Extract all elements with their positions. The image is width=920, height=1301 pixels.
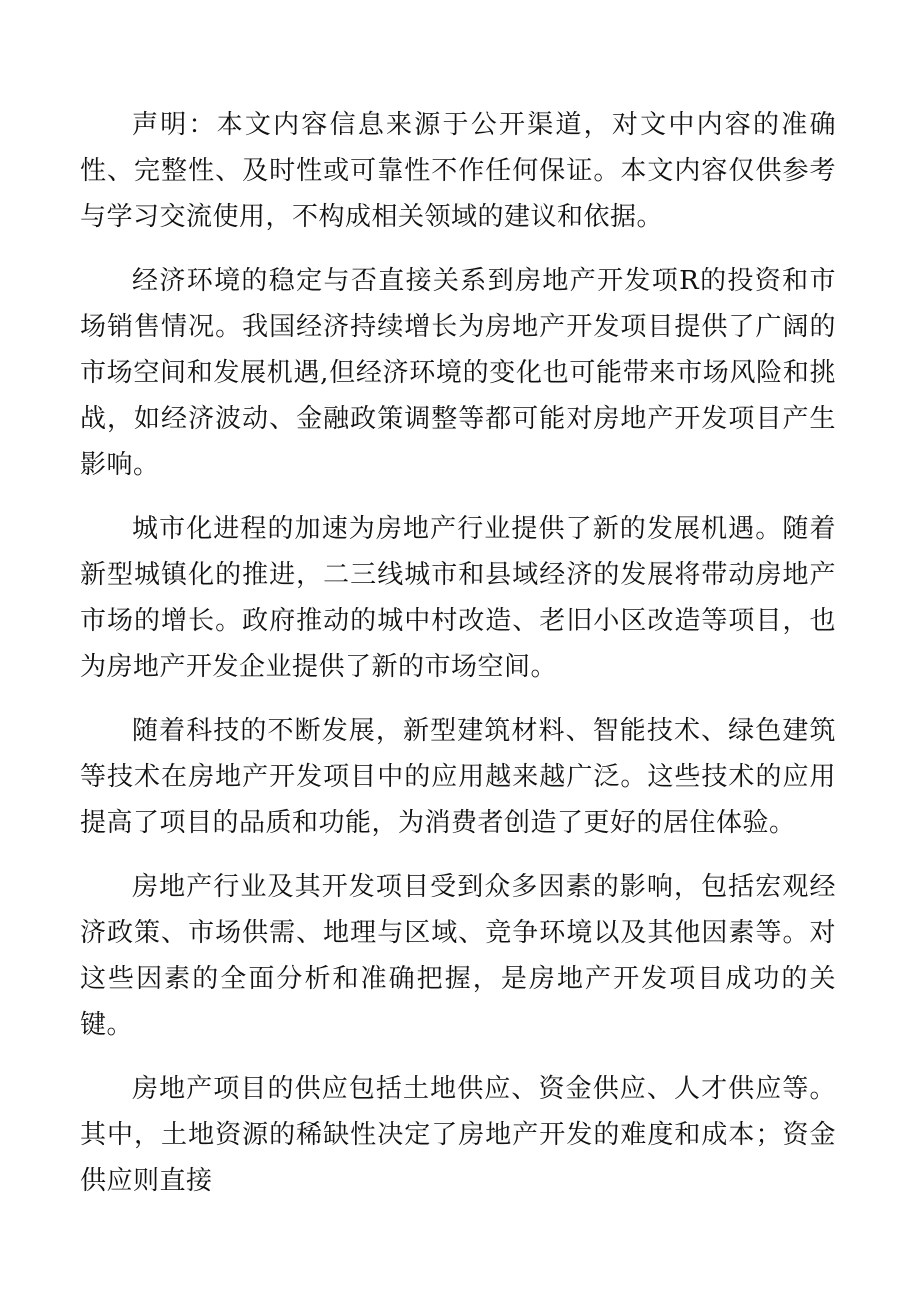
urbanization-paragraph: 城市化进程的加速为房地产行业提供了新的发展机遇。随着新型城镇化的推进，二三线城市和县域经济的发展将带动房地产市场的增长。政府推动的城中村改造、老旧小区改造等项目，也为房地产开发企业提供了新的市场空间。: [80, 514, 836, 682]
economic-environment-paragraph: 经济环境的稳定与否直接关系到房地产开发项R的投资和市场销售情况。我国经济持续增长为房地产开发项目提供了广阔的市场空间和发展机遇,但经济环境的变化也可能带来市场风险和挑战，如经济波动、金融政策调整等都可能对房地产开发项目产生影响。: [80, 266, 836, 480]
disclaimer-paragraph: 声明：本文内容信息来源于公开渠道，对文中内容的准确性、完整性、及时性或可靠性不作任何保证。本文内容仅供参考与学习交流使用，不构成相关领域的建议和依据。: [80, 110, 836, 232]
document-body: [80, 102, 836, 1222]
technology-paragraph: 随着科技的不断发展，新型建筑材料、智能技术、绿色建筑等技术在房地产开发项目中的应用越来越广泛。这些技术的应用提高了项目的品质和功能，为消费者创造了更好的居住体验。: [80, 716, 836, 838]
supply-paragraph: 房地产项目的供应包括土地供应、资金供应、人才供应等。其中，土地资源的稀缺性决定了房地产开发的难度和成本；资金供应则直接: [80, 1074, 836, 1196]
influencing-factors-paragraph: 房地产行业及其开发项目受到众多因素的影响，包括宏观经济政策、市场供需、地理与区域、竞争环境以及其他因素等。对这些因素的全面分析和准确把握，是房地产开发项目成功的关键。: [80, 872, 836, 1040]
